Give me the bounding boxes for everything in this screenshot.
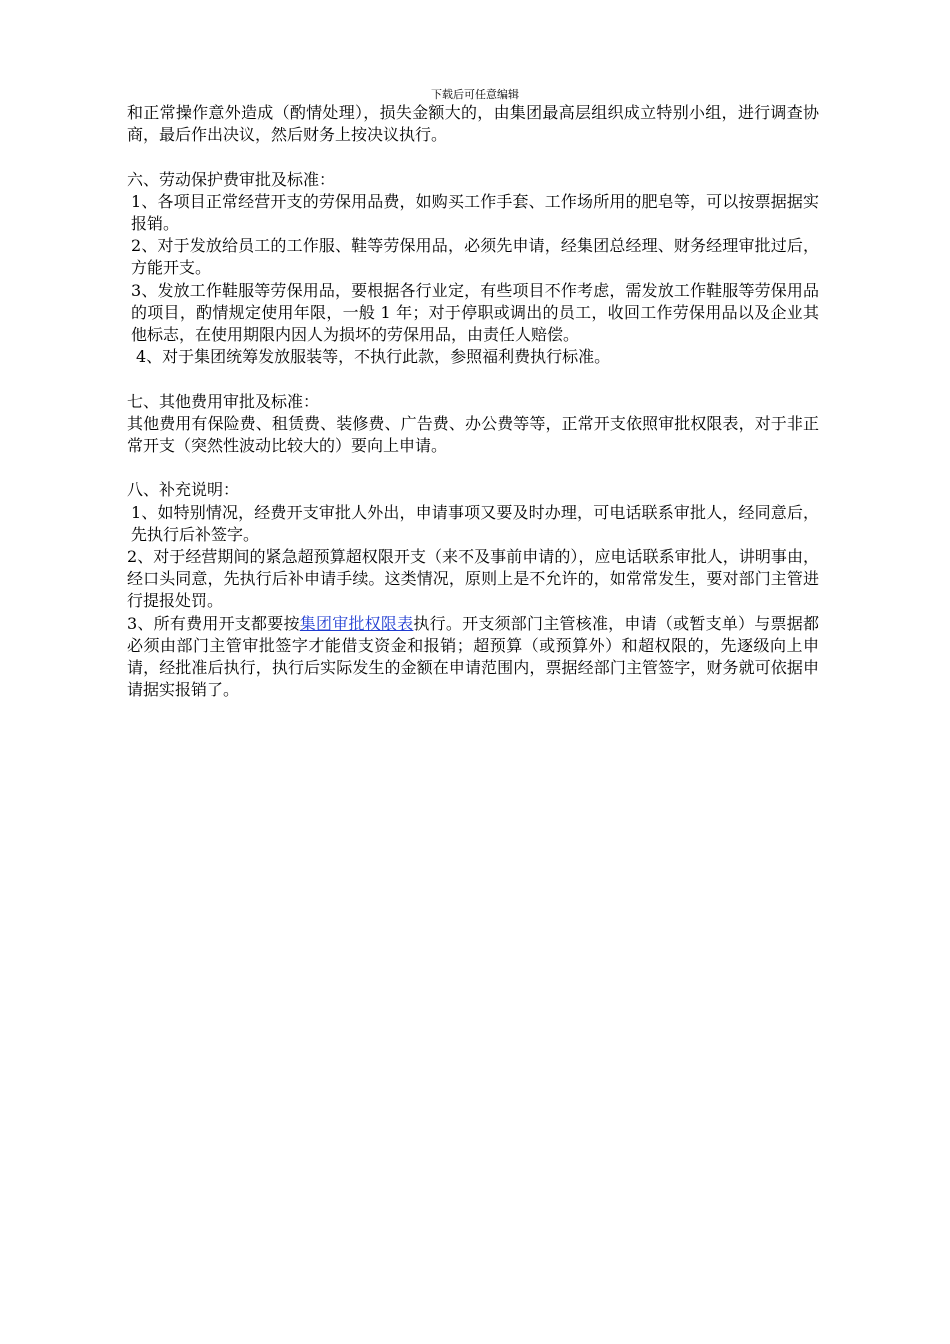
paragraph-continuation: 和正常操作意外造成（酌情处理），损失金额大的，由集团最高层组织成立特别小组，进行调查协商，最后作出决议，然后财务上按决议执行。 bbox=[127, 103, 819, 145]
page-header-note: 下载后可任意编辑 bbox=[431, 88, 519, 101]
section-8-item-3-rest: 执行。开支须部门主管核准，申请（或暂支单）与票据都必须由部门主管审批签字才能借支资金和报销；超预算（或预算外）和超权限的，先逐级向上申请，经批准后执行，执行后实际发生的金额在申请范围内，票据经部门主管签字，财务就可依据申请据实报销了。 bbox=[127, 613, 819, 700]
section-7-body: 其他费用有保险费、租赁费、装修费、广告费、办公费等等，正常开支依照审批权限表，对于非正常开支（突然性波动比较大的）要向上申请。 bbox=[127, 413, 819, 456]
paragraph-gap bbox=[127, 457, 819, 479]
section-6-item-4: 4、对于集团统筹发放服装等，不执行此款，参照福利费执行标准。 bbox=[136, 347, 611, 367]
section-6-title: 六、劳动保护费审批及标准： bbox=[127, 169, 336, 189]
section-8-item-1: 1、如特别情况，经费开支审批人外出，申请事项又要及时办理，可电话联系审批人，经同意后，先执行后补签字。 bbox=[131, 502, 819, 544]
section-6-item-2: 2、对于发放给员工的工作服、鞋等劳保用品，必须先申请，经集团总经理、财务经理审批过后，方能开支。 bbox=[131, 236, 819, 278]
section-6-item-3: 3、发放工作鞋服等劳保用品，要根据各行业定，有些项目不作考虑，需发放工作鞋服等劳保用品的项目，酌情规定使用年限，一般 1 年；对于停职或调出的员工，收回工作劳保用品以及企业其他标志，在使用期限内因人为损坏的劳保用品，由责任人赔偿。 bbox=[131, 280, 819, 345]
section-8-item-3-lead: 3、所有费用开支都要按 bbox=[127, 613, 300, 633]
section-8-item-2: 2、对于经营期间的紧急超预算超权限开支（来不及事前申请的），应电话联系审批人，讲明事由，经口头同意，先执行后补申请手续。这类情况，原则上是不允许的，如常常发生，要对部门主管进行提报处罚。 bbox=[127, 547, 819, 611]
section-7-title: 七、其他费用审批及标准： bbox=[127, 391, 320, 411]
section-8-item-3 bbox=[127, 613, 819, 702]
document-body bbox=[127, 102, 819, 701]
section-6-item-1: 1、各项目正常经营开支的劳保用品费，如购买工作手套、工作场所用的肥皂等，可以按票据据实报销。 bbox=[131, 191, 819, 233]
section-8-title: 八、补充说明： bbox=[127, 480, 240, 500]
paragraph-gap bbox=[127, 368, 819, 390]
paragraph-gap bbox=[127, 146, 819, 168]
approval-authority-table-link[interactable]: 集团审批权限表 bbox=[299, 613, 414, 633]
